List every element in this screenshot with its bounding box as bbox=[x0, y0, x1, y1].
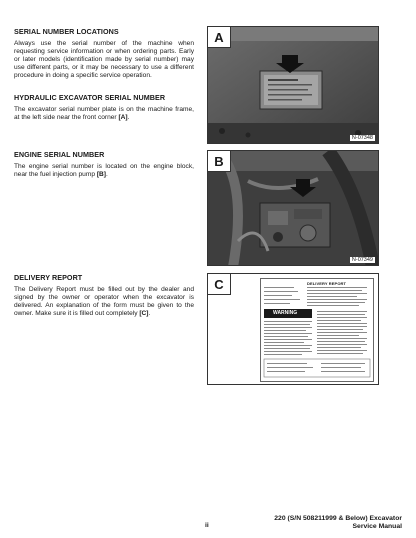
paragraph-text: The excavator serial number plate is on the machine frame, at the left side near the front corner bbox=[14, 106, 194, 122]
footer-title bbox=[274, 515, 402, 531]
paragraph-delivery-report bbox=[14, 286, 194, 318]
figure-label-b: B bbox=[208, 151, 231, 172]
page-number: ii bbox=[205, 522, 209, 529]
heading-serial-number-locations: SERIAL NUMBER LOCATIONS bbox=[14, 27, 119, 36]
form-title: DELIVERY REPORT bbox=[307, 281, 347, 286]
engine-block-photo bbox=[208, 151, 379, 266]
figure-reference-c: [C] bbox=[139, 310, 149, 318]
figure-reference-b: [B] bbox=[96, 171, 106, 179]
paragraph-text: The Delivery Report must be filled out by the dealer and signed by the owner or operator when the excavator is delivered. An explanation of the form must be given to the owner. Make sure it is filled out completely bbox=[14, 286, 194, 318]
heading-engine-serial-number: ENGINE SERIAL NUMBER bbox=[14, 150, 105, 159]
figure-reference-a: [A] bbox=[118, 114, 128, 122]
paragraph-text-end: . bbox=[148, 310, 151, 318]
paragraph-text: The engine serial number is located on the engine block, near the fuel injection pump bbox=[14, 163, 194, 179]
paragraph-text-end: . bbox=[106, 171, 108, 179]
figure-c bbox=[207, 273, 379, 385]
serial-plate-photo bbox=[208, 27, 379, 144]
figure-a bbox=[207, 26, 379, 144]
paragraph-serial-number-locations: Always use the serial number of the machine when requesting service information or when ordering parts. Early or later models (identification made by serial number) may use different parts, or it may be necessary to use a different procedure in doing a specific service operation. bbox=[14, 40, 194, 80]
paragraph-engine-serial-number bbox=[14, 163, 194, 179]
footer-title-line1: 220 (S/N 508211999 & Below) Excavator bbox=[274, 515, 402, 522]
paragraph-excavator-serial-number bbox=[14, 106, 194, 122]
figure-label-c: C bbox=[208, 274, 231, 295]
form-warning-label: WARNING bbox=[273, 310, 298, 316]
figure-b bbox=[207, 150, 379, 266]
heading-excavator-serial-number: HYDRAULIC EXCAVATOR SERIAL NUMBER bbox=[14, 93, 166, 102]
delivery-report-form bbox=[260, 278, 374, 382]
paragraph-text-end: . bbox=[127, 114, 130, 122]
figure-label-a: A bbox=[208, 27, 231, 48]
footer-title-line2: Service Manual bbox=[352, 523, 402, 530]
form-lines bbox=[261, 279, 373, 381]
figure-number-a: N-07348 bbox=[351, 135, 373, 141]
figure-number-b: N-07349 bbox=[351, 257, 373, 263]
heading-delivery-report: DELIVERY REPORT bbox=[14, 273, 83, 282]
